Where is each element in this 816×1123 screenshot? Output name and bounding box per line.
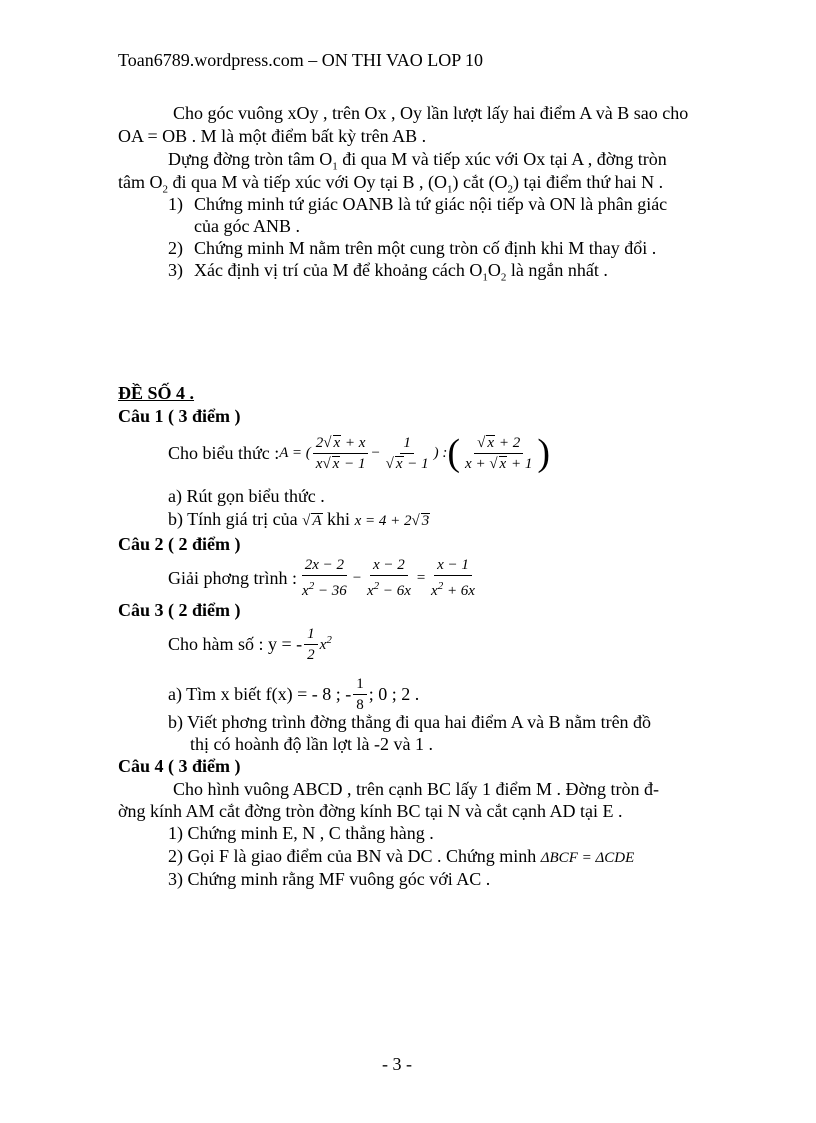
cau4-item-3: 3) Chứng minh rằng MF vuông góc với AC .	[168, 869, 491, 889]
page-header: Toan6789.wordpress.com – ON THI VAO LOP 10	[118, 50, 484, 70]
cau1-expression: Cho biểu thức : A = ( $\frac{2√ x + x}{x√ x - 1}$ − $\frac{1}{√ x - 1}$ ) : ( $\frac{√ x + 2}{x + √ x + 1}$ )	[168, 432, 550, 474]
cau4-line-1: Cho hình vuông ABCD , trên cạnh BC lấy 1 điểm M . Đờng tròn đ-	[173, 779, 659, 799]
cau3-part-a: a) Tìm x biết f(x) = - 8 ; - $\frac{1}{8}$ ; 0 ; 2 .	[168, 675, 420, 713]
problem-line-4: tâm $O_2$ đi qua M và tiếp xúc với Oy tại B , $(O_1)$ cắt $(O_2)$ tại điểm thứ hai N .	[118, 172, 664, 196]
problem-item-2: 2) Chứng minh M nằm trên một cung tròn cố định khi M thay đổi .	[168, 238, 657, 258]
cau3-heading: Câu 3 ( 2 điểm )	[118, 600, 241, 620]
cau2-heading: Câu 2 ( 2 điểm )	[118, 534, 241, 554]
problem-item-1: 1) Chứng minh tứ giác OANB là tứ giác nội tiếp và ON là phân giác	[168, 194, 668, 214]
cau3-part-b: b) Viết phơng trình đờng thẳng đi qua hai điểm A và B nằm trên đồ	[168, 712, 652, 732]
cau1-part-b: b) Tính giá trị của √ A khi x = 4 + 2√ 3	[168, 509, 430, 529]
problem-item-3: 3) Xác định vị trí của M để khoảng cách $O_1O_2$ là ngắn nhất .	[168, 260, 608, 284]
cau3-function: Cho hàm số : y = - $\frac{1}{2}$ $x^2$	[168, 625, 332, 663]
problem-line-1: Cho góc vuông xOy , trên Ox , Oy lần lượt lấy hai điểm A và B sao cho	[173, 103, 689, 123]
problem-line-2: OA = OB . M là một điểm bất kỳ trên AB .	[118, 126, 427, 146]
section-title: ĐỀ SỐ 4 .	[118, 383, 195, 403]
problem-item-1-cont: của góc ANB .	[194, 216, 300, 236]
cau1-heading: Câu 1 ( 3 điểm )	[118, 406, 241, 426]
cau1-part-a: a) Rút gọn biểu thức .	[168, 486, 325, 506]
cau4-heading: Câu 4 ( 3 điểm )	[118, 756, 241, 776]
page-number: - 3 -	[382, 1054, 412, 1074]
cau3-part-b-cont: thị có hoành độ lần lợt là -2 và 1 .	[190, 734, 433, 754]
cau2-equation: Giải phơng trình : $\frac{2x - 2}{x^2 - 36}$ − $\frac{x - 2}{x^2 - 6x}$ = $\frac{x - 1}{x^2 + 6x}$	[168, 557, 475, 599]
cau4-line-2: ờng kính AM cắt đờng tròn đờng kính BC tại N và cắt cạnh AD tại E .	[118, 801, 623, 821]
cau4-item-1: 1) Chứng minh E, N , C thẳng hàng .	[168, 823, 434, 843]
cau4-item-2: 2) Gọi F là giao điểm của BN và DC . Chứng minh ΔBCF = ΔCDE	[168, 846, 635, 866]
problem-line-3: Dựng đờng tròn tâm $O_1$ đi qua M và tiếp xúc với Ox tại A , đờng tròn	[168, 149, 667, 173]
